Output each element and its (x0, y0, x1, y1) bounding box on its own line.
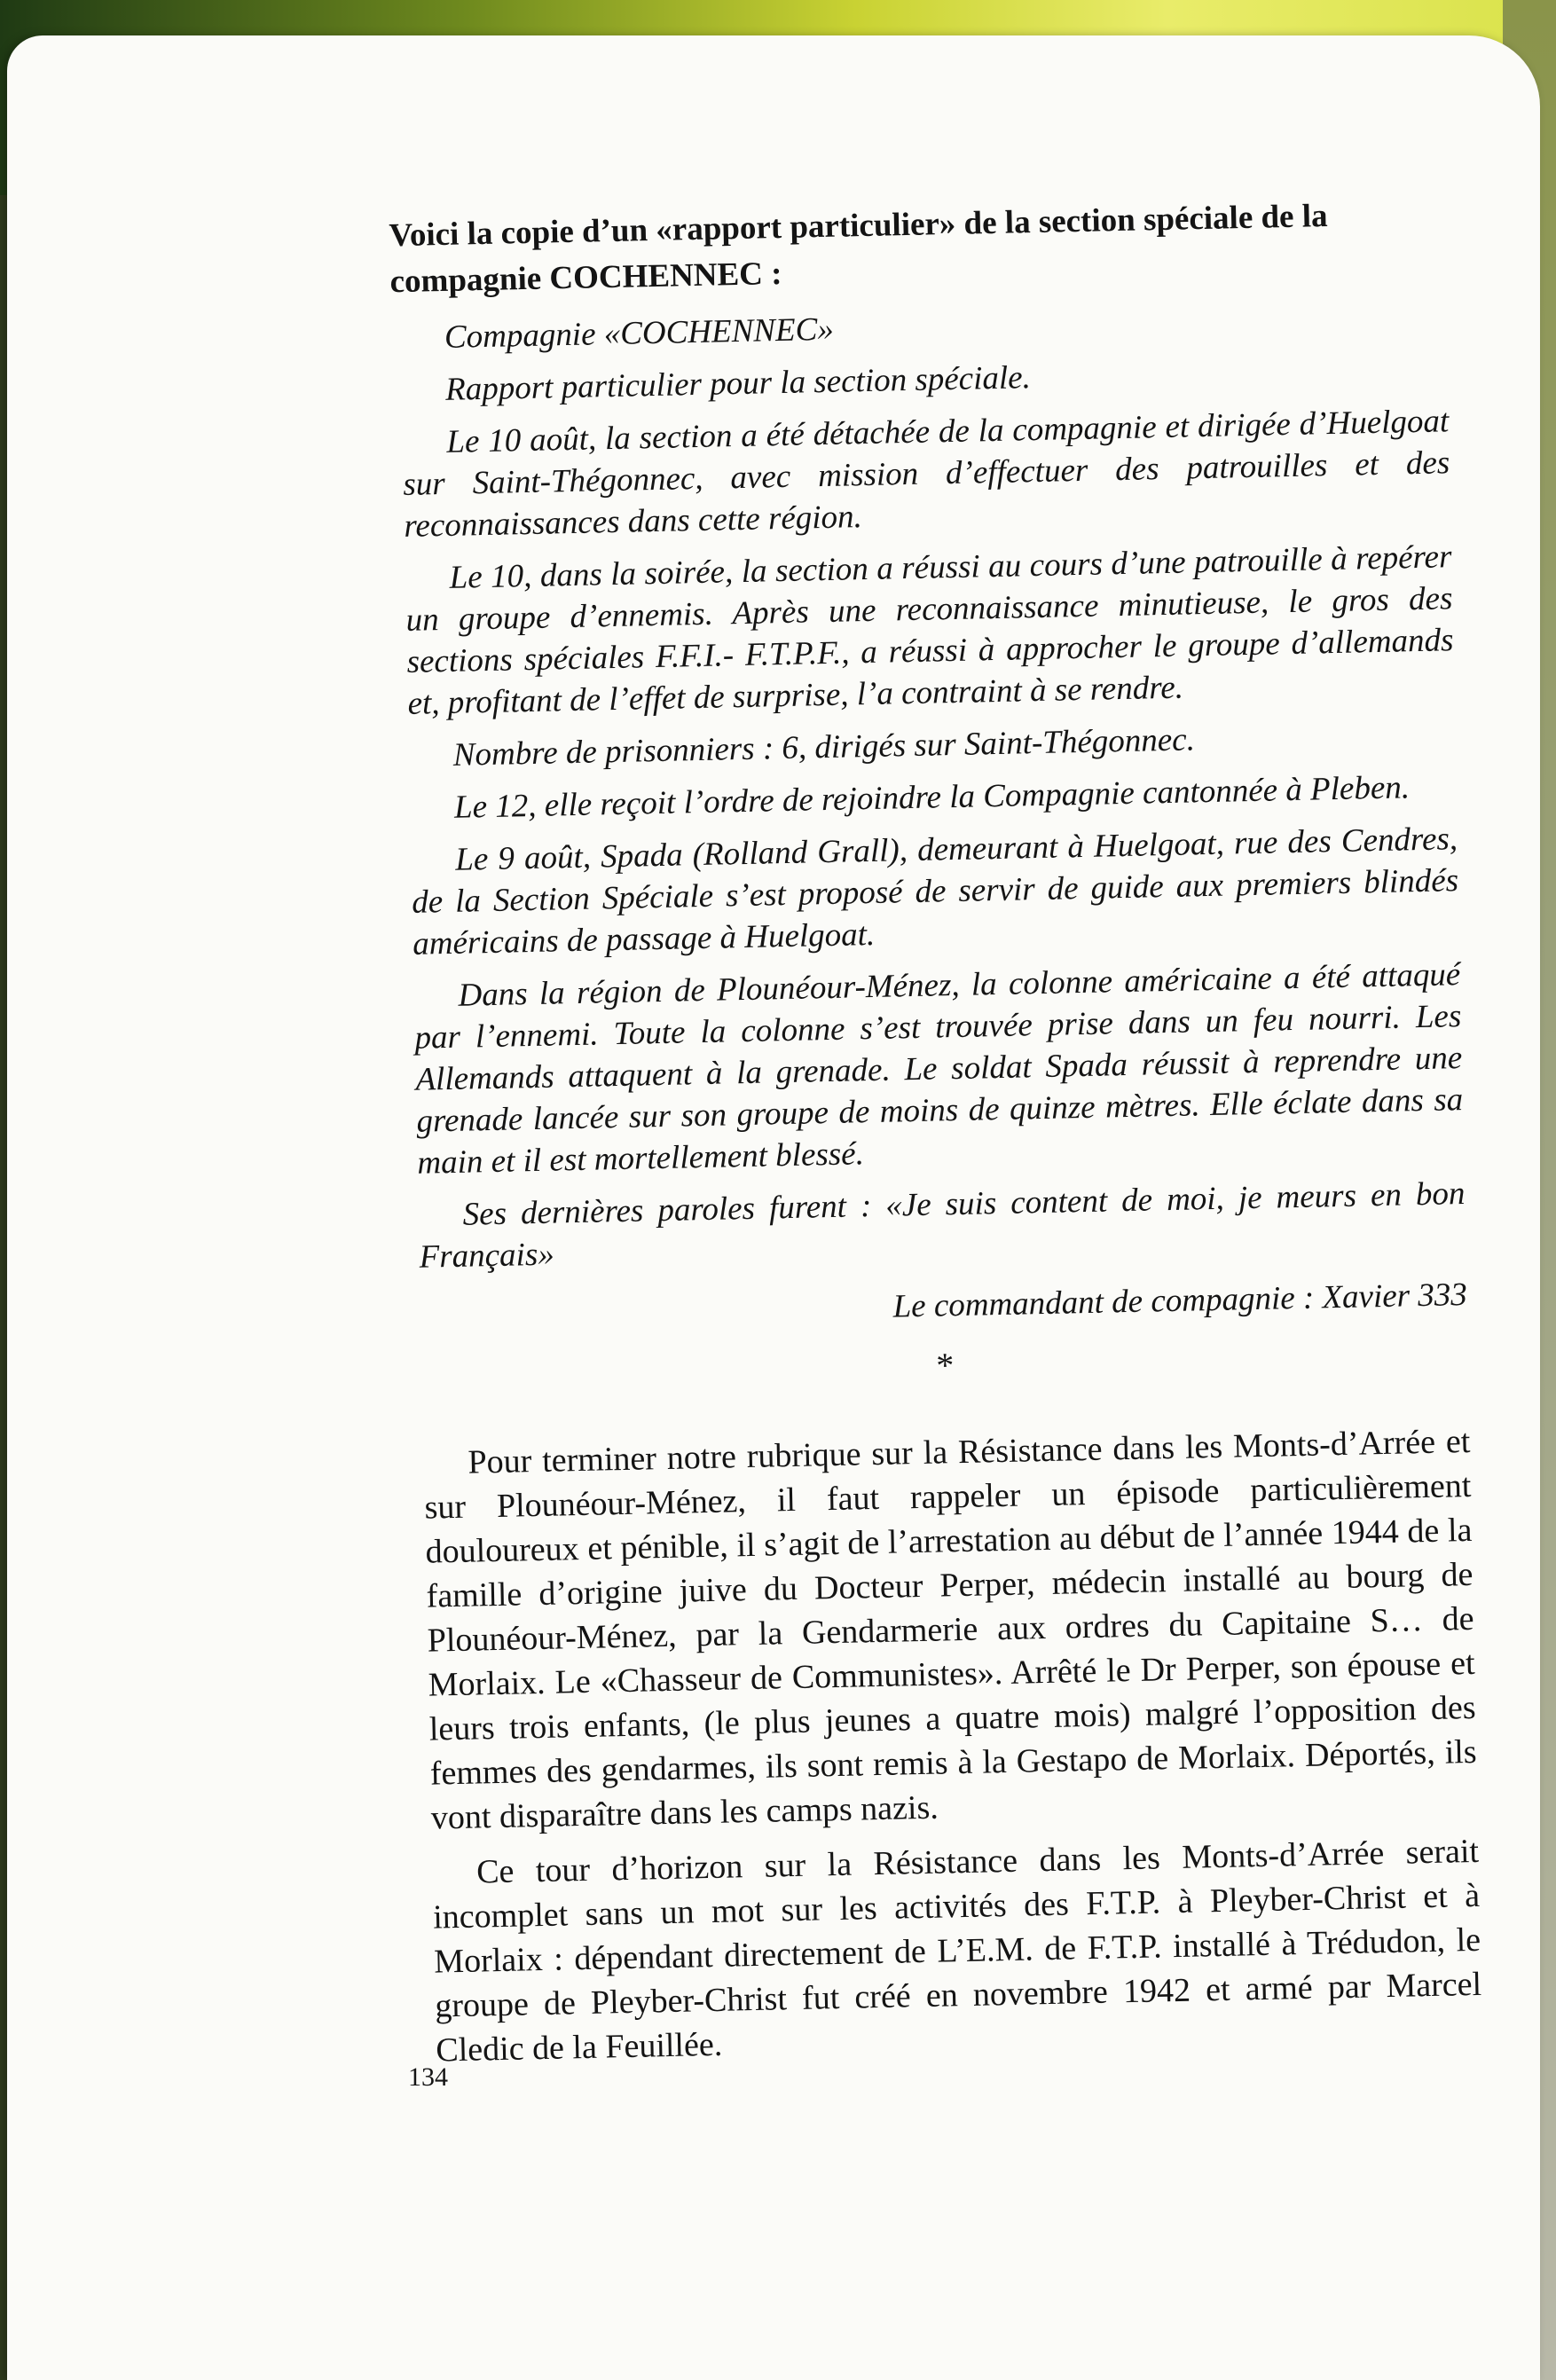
report-subtitle: Rapport particulier pour la section spéciale. (444, 359, 1032, 408)
section-heading: Voici la copie d’un «rapport particulier» de la section spéciale de la compagnie COCHENNEC : (389, 198, 1328, 301)
report-paragraph: Dans la région de Plounéour-Ménez, la colonne américaine a été attaqué par l’ennemi. Toute la colonne s’est trouvée prise dans un feu nourri. Les Allemands attaquent à la grenade. Le soldat Spada réussit à reprendre une grenade lancée sur son groupe de moins de quinze mètres. Elle éclate dans sa main et il est mortellement blessé. (414, 956, 1464, 1182)
report-paragraph: Le 12, elle reçoit l’ordre de rejoindre la Compagnie cantonnée à Pleben. (453, 769, 1411, 826)
page-content (389, 191, 1483, 2083)
report-paragraph: Le 10, dans la soirée, la section a réussi au cours d’une patrouille à repérer un groupe d’ennemis. Après une reconnaissance minutieuse, le gros des sections spéciales F.F.I.- F.T.P.F., a réussi à approcher le groupe d’allemands et, profitant de l’effet de surprise, l’a contraint à se rendre. (405, 538, 1454, 722)
section-separator: * (935, 1345, 955, 1386)
report-company: Compagnie «COCHENNEC» (444, 310, 835, 356)
report-paragraph: Le 9 août, Spada (Rolland Grall), demeurant à Huelgoat, rue des Cendres, de la Section Spéciale s’est proposé de servir de guide aux premiers blindés américains de passage à Huelgoat. (411, 821, 1459, 962)
report-paragraph: Ses dernières paroles furent : «Je suis content de moi, je meurs en bon Français» (419, 1175, 1466, 1276)
body-paragraph: Ce tour d’horizon sur la Résistance dans les Monts-d’Arrée serait incomplet sans un mot sur les activités des F.T.P. à Pleyber-Christ et à Morlaix : dépendant directement de L’E.M. de F.T.P. installé à Trédudon, le groupe de Pleyber-Christ fut créé en novembre 1942 et armé par Marcel Cledic de la Feuillée. (432, 1832, 1482, 2070)
body-paragraph: Pour terminer notre rubrique sur la Résistance dans les Monts-d’Arrée et sur Plounéour-Ménez, il faut rappeler un épisode particulièrement douloureux et pénible, il s’agit de l’arrestation au début de l’année 1944 de la famille d’origine juive du Docteur Perper, médecin installé au bourg de Plounéour-Ménez, par la Gendarmerie aux ordres du Capitaine S… de Morlaix. Le «Chasseur de Communistes». Arrêté le Dr Perper, son épouse et leurs trois enfants, (le plus jeunes a quatre mois) malgré l’opposition des femmes des gendarmes, ils sont remis à la Gestapo de Morlaix. Déportés, ils vont disparaître dans les camps nazis. (424, 1422, 1478, 1837)
book-page (7, 35, 1540, 2380)
page-number: 134 (408, 2062, 448, 2092)
report-paragraph: Le 10 août, la section a été détachée de la compagnie et dirigée d’Huelgoat sur Saint-Thégonnec, avec mission d’effectuer des patrouilles et des reconnaissances dans cette région. (402, 403, 1450, 545)
report-paragraph: Nombre de prisonniers : 6, dirigés sur Saint-Thégonnec. (452, 721, 1196, 774)
report-signature: Le commandant de compagnie : Xavier 333 (892, 1276, 1468, 1325)
